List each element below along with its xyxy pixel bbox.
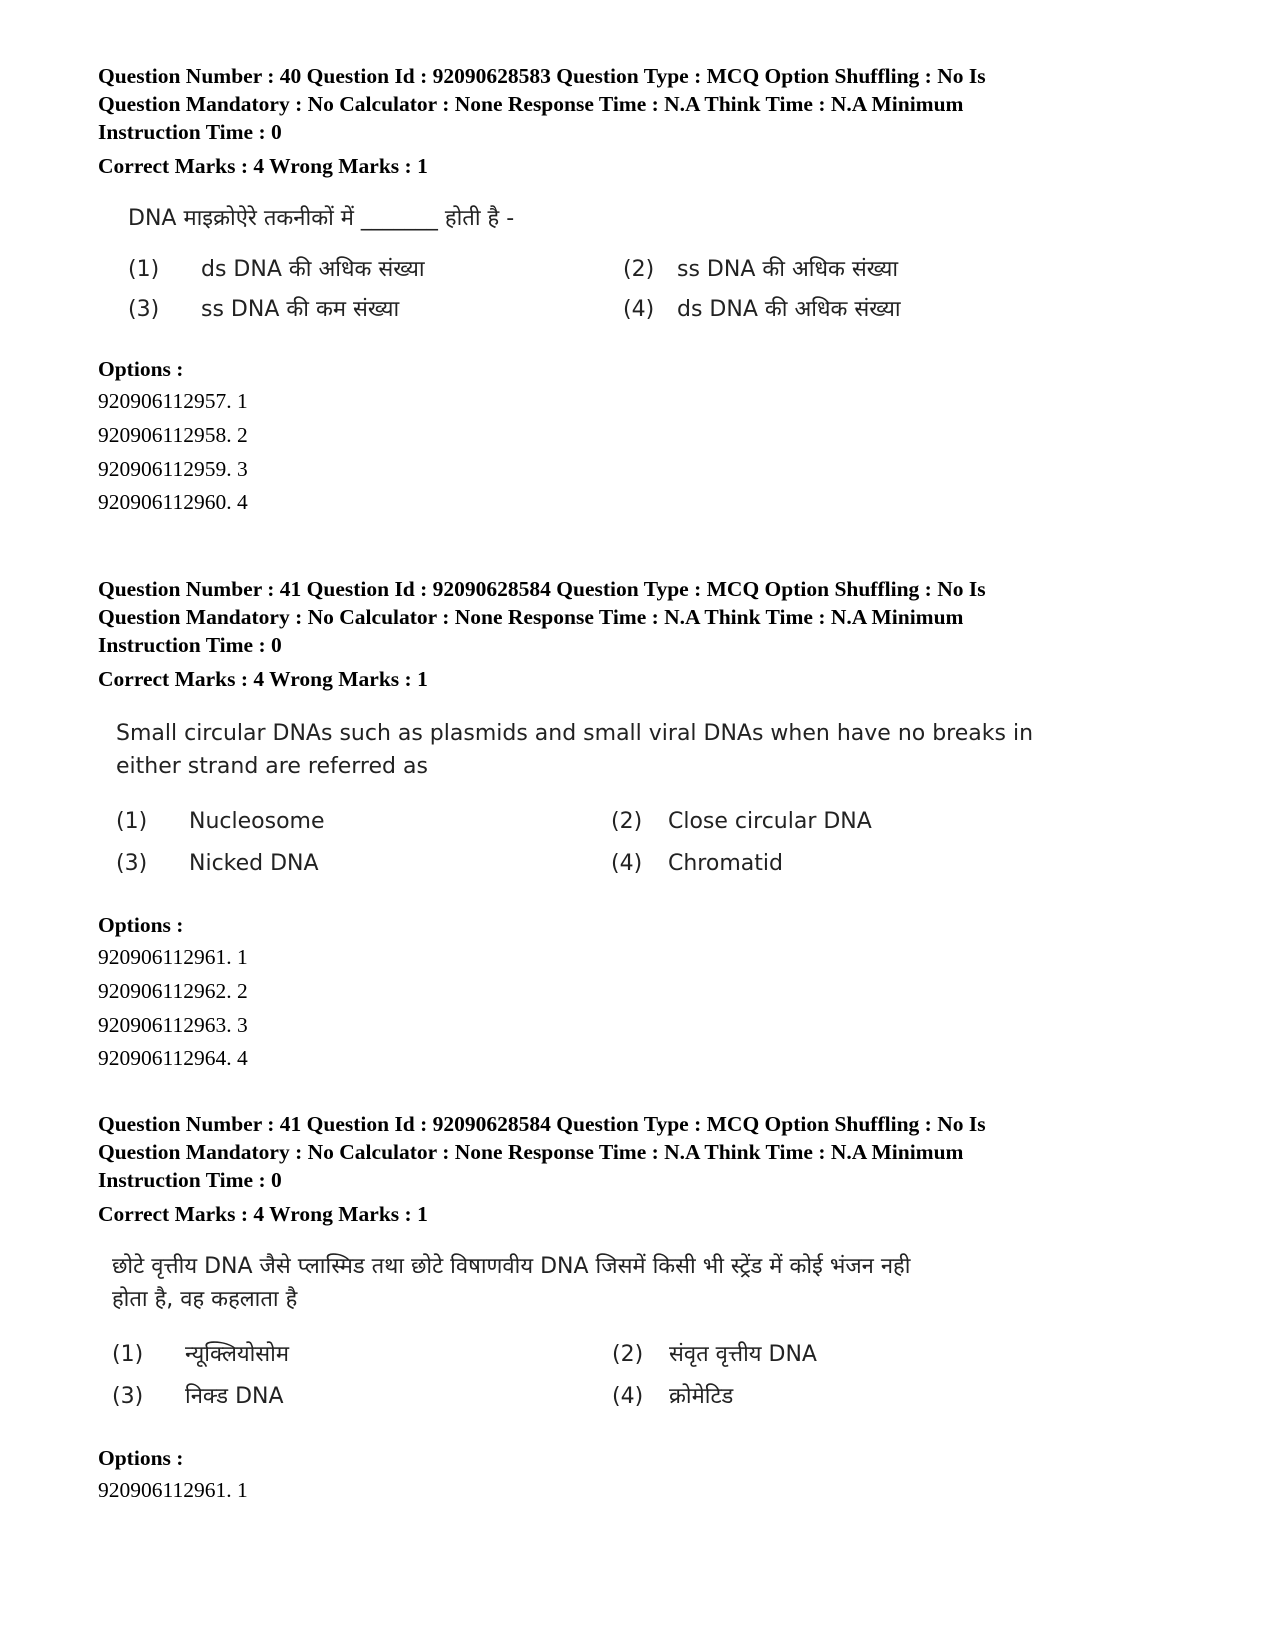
choice-text: Chromatid — [668, 851, 783, 876]
question-image — [128, 202, 1198, 327]
meta-line: Question Mandatory : No Calculator : None Response Time : N.A Think Time : N.A Minimum — [98, 1140, 964, 1164]
choice-number: (4) — [612, 1384, 644, 1409]
question-block-40 — [98, 62, 1198, 520]
question-text: Small circular DNAs such as plasmids and small viral DNAs when have no breaks in — [116, 721, 1034, 746]
choice-number: (3) — [128, 297, 160, 322]
choice-grid — [112, 1338, 1198, 1414]
option-id: 920906112961. 1 — [98, 1478, 248, 1502]
choice-item — [611, 847, 1111, 881]
choice-item — [128, 293, 623, 327]
meta-line: Instruction Time : 0 — [98, 633, 282, 657]
choice-item — [128, 253, 623, 287]
choice-text: ds DNA की अधिक संख्या — [201, 257, 425, 282]
question-image — [116, 717, 1198, 881]
option-id: 920906112961. 1 — [98, 945, 248, 969]
choice-item — [611, 805, 1111, 839]
meta-line: Question Mandatory : No Calculator : None Response Time : N.A Think Time : N.A Minimum — [98, 92, 964, 116]
question-text: either strand are referred as — [116, 754, 428, 779]
choice-item — [612, 1338, 1112, 1372]
choice-text: Nicked DNA — [189, 851, 319, 876]
choice-text: निक्ड DNA — [185, 1384, 284, 1409]
choice-number: (2) — [611, 809, 643, 834]
choice-text: क्रोमेटिड — [669, 1384, 734, 1409]
choice-item — [116, 847, 611, 881]
marks-line: Correct Marks : 4 Wrong Marks : 1 — [98, 1202, 428, 1226]
choice-number: (2) — [612, 1342, 644, 1367]
option-id: 920906112957. 1 — [98, 389, 248, 413]
choice-number: (1) — [128, 257, 160, 282]
option-id: 920906112960. 4 — [98, 490, 248, 515]
option-id: 920906112959. 3 — [98, 456, 248, 481]
choice-item — [623, 293, 1123, 327]
choice-text: ss DNA की अधिक संख्या — [677, 257, 899, 282]
choice-item — [612, 1380, 1112, 1414]
choice-number: (3) — [112, 1384, 144, 1409]
choice-number: (3) — [116, 851, 148, 876]
options-section — [98, 1444, 1198, 1508]
option-id: 920906112964. 4 — [98, 1046, 248, 1071]
meta-line: Question Mandatory : No Calculator : None Response Time : N.A Think Time : N.A Minimum — [98, 605, 964, 629]
meta-line: Instruction Time : 0 — [98, 120, 282, 144]
question-block-41-english — [98, 575, 1198, 1076]
question-meta — [98, 575, 1198, 659]
choice-number: (4) — [611, 851, 643, 876]
question-block-41-hindi — [98, 1110, 1198, 1508]
options-section — [98, 355, 1198, 520]
options-label: Options : — [98, 1446, 184, 1470]
options-label: Options : — [98, 357, 184, 381]
choice-number: (1) — [116, 809, 148, 834]
marks-line: Correct Marks : 4 Wrong Marks : 1 — [98, 667, 428, 691]
choice-item — [623, 253, 1123, 287]
meta-line: Question Number : 41 Question Id : 92090628584 Question Type : MCQ Option Shuffling : No Is — [98, 1112, 986, 1136]
options-section — [98, 911, 1198, 1076]
question-meta — [98, 1110, 1198, 1194]
choice-item — [112, 1338, 612, 1372]
choice-text: Nucleosome — [189, 809, 325, 834]
question-meta — [98, 62, 1198, 146]
meta-line: Question Number : 41 Question Id : 92090628584 Question Type : MCQ Option Shuffling : No Is — [98, 577, 986, 601]
choice-number: (1) — [112, 1342, 144, 1367]
choice-grid — [116, 805, 1198, 881]
option-id: 920906112958. 2 — [98, 422, 248, 447]
choice-text: न्यूक्लियोसोम — [185, 1342, 290, 1367]
question-text: होता है, वह कहलाता है — [112, 1287, 298, 1312]
question-image — [112, 1250, 1198, 1414]
choice-text: ds DNA की अधिक संख्या — [677, 297, 901, 322]
option-id: 920906112963. 3 — [98, 1012, 248, 1037]
choice-item — [116, 805, 611, 839]
choice-text: ss DNA की कम संख्या — [201, 297, 400, 322]
question-text: DNA माइक्रोऐरे तकनीकों में _______ होती है - — [128, 206, 515, 231]
meta-line: Instruction Time : 0 — [98, 1168, 282, 1192]
choice-number: (4) — [623, 297, 655, 322]
options-label: Options : — [98, 913, 184, 937]
choice-text: Close circular DNA — [668, 809, 872, 834]
option-id: 920906112962. 2 — [98, 978, 248, 1003]
marks-line: Correct Marks : 4 Wrong Marks : 1 — [98, 154, 428, 178]
choice-item — [112, 1380, 612, 1414]
question-text: छोटे वृत्तीय DNA जैसे प्लास्मिड तथा छोटे विषाणवीय DNA जिसमें किसी भी स्ट्रेंड में कोई भंजन नही — [112, 1254, 911, 1279]
choice-number: (2) — [623, 257, 655, 282]
meta-line: Question Number : 40 Question Id : 92090628583 Question Type : MCQ Option Shuffling : No Is — [98, 64, 986, 88]
choice-text: संवृत वृत्तीय DNA — [669, 1342, 817, 1367]
choice-grid — [128, 253, 1198, 327]
